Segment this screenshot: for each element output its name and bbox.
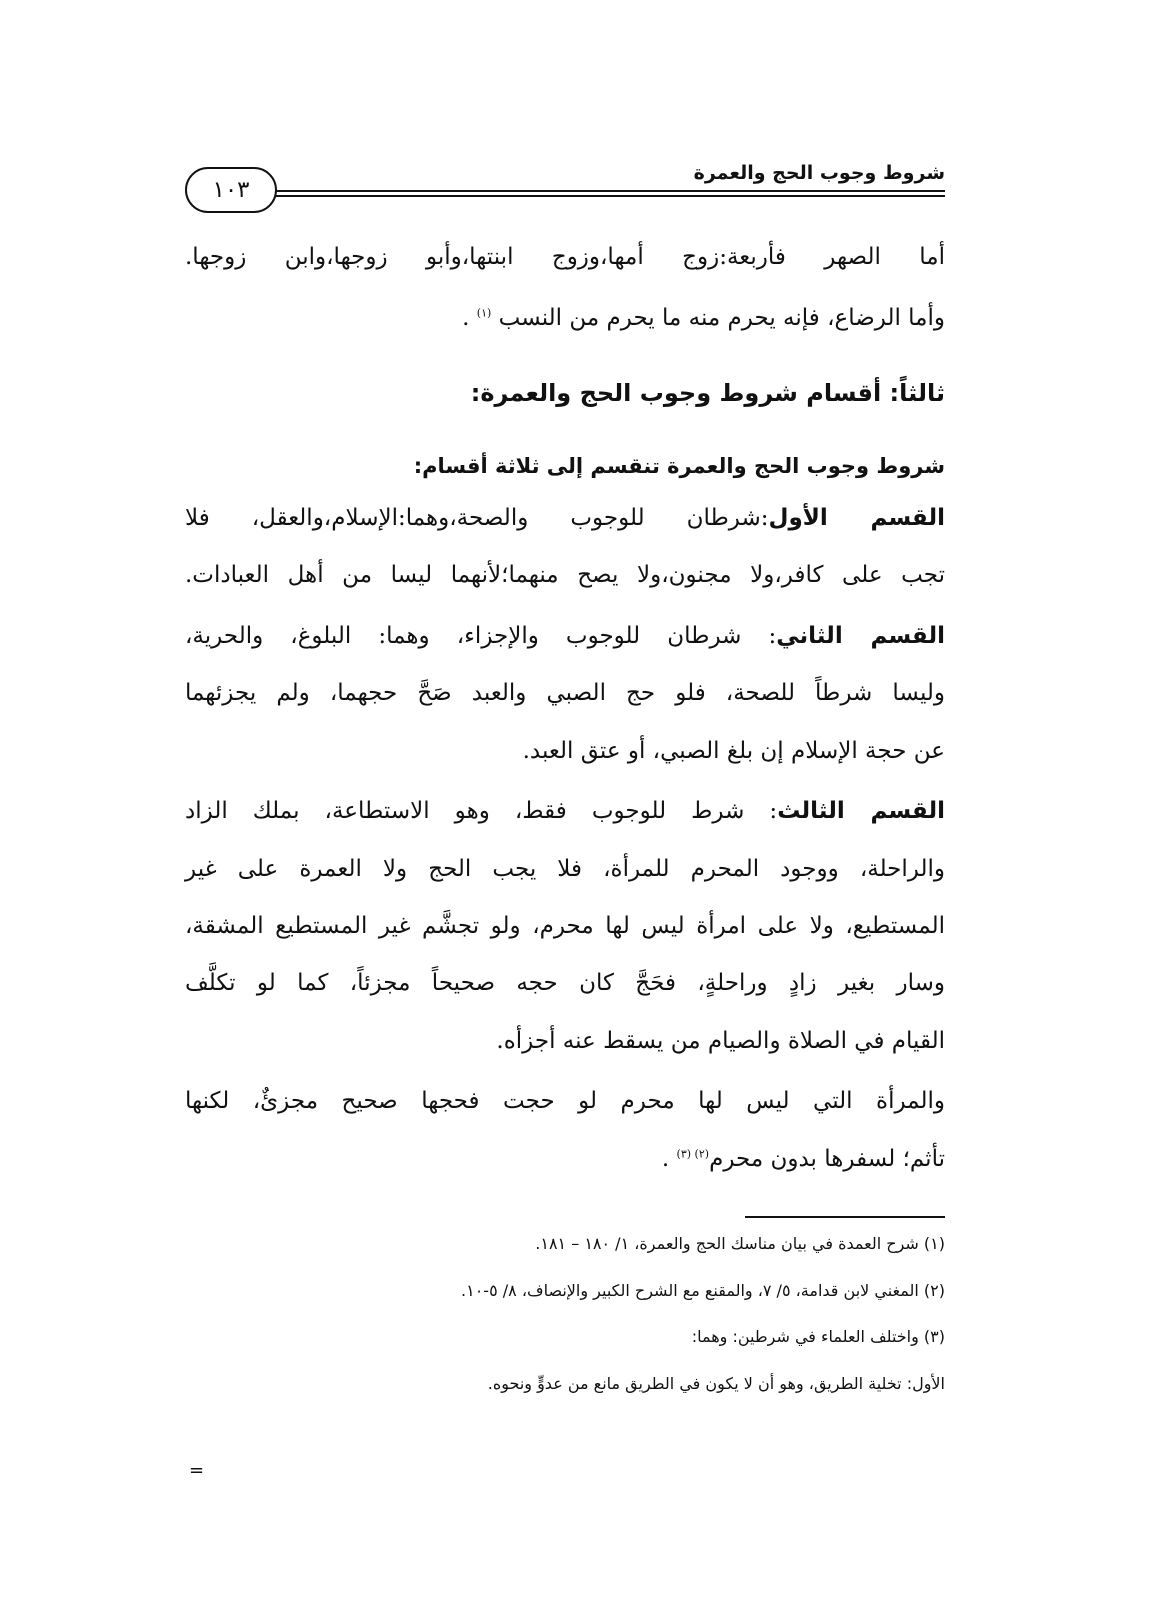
paragraph-line: تجب على كافر،ولا مجنون،ولا يصح منهما؛لأنهما ليسا من أهل العبادات. — [185, 562, 945, 588]
paragraph-line: والمرأة التي ليس لها محرم لو حجت فحجها صحيح مجزئٌ، لكنها — [185, 1088, 945, 1114]
footnote-3-continuation: الأول: تخلية الطريق، وهو أن لا يكون في الطريق مانع من عدوٍّ ونحوه. — [487, 1374, 945, 1393]
section-lead: القسم الثاني — [776, 623, 945, 649]
paragraph-line: المستطيع، ولا على امرأة ليس لها محرم، ولو تجشَّم غير المستطيع المشقة، — [185, 913, 945, 939]
continuation-mark: = — [189, 1460, 205, 1481]
main-text — [185, 0, 945, 1598]
text-run: . — [462, 305, 470, 331]
paragraph-line: وسار بغير زادٍ وراحلةٍ، فحَجَّ كان حجه صحيحاً مجزئاً، كما لو تكلَّف — [185, 970, 945, 996]
subheading: شروط وجوب الحج والعمرة تنقسم إلى ثلاثة أقسام: — [413, 454, 945, 478]
paragraph-line: عن حجة الإسلام إن بلغ الصبي، أو عتق العبد. — [522, 738, 945, 764]
footnote-1: (١) شرح العمدة في بيان مناسك الحج والعمرة، ١/ ١٨٠ – ١٨١. — [535, 1234, 945, 1253]
text-run: : شرطان للوجوب والإجزاء، وهما: البلوغ، والحرية، — [185, 623, 777, 649]
section-lead: القسم الأول — [768, 505, 945, 531]
footnote-separator — [745, 1216, 945, 1218]
page-number: ١٠٣ — [212, 177, 250, 203]
paragraph-line: القيام في الصلاة والصيام من يسقط عنه أجزأه. — [496, 1028, 945, 1054]
section-lead: القسم الثالث — [777, 798, 945, 824]
paragraph-line: وليسا شرطاً للصحة، فلو حج الصبي والعبد صَحَّ حجهما، ولم يجزئهما — [185, 680, 945, 706]
paragraph-line: والراحلة، ووجود المحرم للمرأة، فلا يجب الحج ولا العمرة على غير — [185, 856, 945, 882]
footnote-3: (٣) واختلف العلماء في شرطين: وهما: — [691, 1327, 945, 1346]
text-run: وأما الرضاع، فإنه يحرم منه ما يحرم من النسب — [498, 305, 945, 331]
text-run: :شرطان للوجوب والصحة،وهما:الإسلام،والعقل، فلا — [185, 505, 769, 531]
footnote-2: (٢) المغني لابن قدامة، ٥/ ٧، والمقنع مع الشرح الكبير والإنصاف، ٨/ ٥-١٠. — [461, 1281, 945, 1300]
footnote-ref: (٢) (٣) — [676, 1147, 710, 1161]
running-title: شروط وجوب الحج والعمرة — [693, 162, 945, 184]
paragraph-line — [185, 800, 945, 823]
section-heading: ثالثاً: أقسام شروط وجوب الحج والعمرة: — [470, 379, 945, 407]
paragraph-line — [185, 507, 945, 530]
footnote-ref: (١) — [476, 306, 492, 320]
paragraph-line: أما الصهر فأربعة:زوج أمها،وزوج ابنتها،وأبو زوجها،وابن زوجها. — [185, 244, 945, 270]
text-run: : شرط للوجوب فقط، وهو الاستطاعة، بملك الزاد — [185, 798, 778, 824]
paragraph-line — [185, 625, 945, 648]
text-run: تأثم؛ لسفرها بدون محرم — [709, 1146, 945, 1172]
paragraph-line — [462, 307, 945, 330]
text-run: . — [661, 1146, 670, 1172]
paragraph-line — [662, 1148, 945, 1171]
